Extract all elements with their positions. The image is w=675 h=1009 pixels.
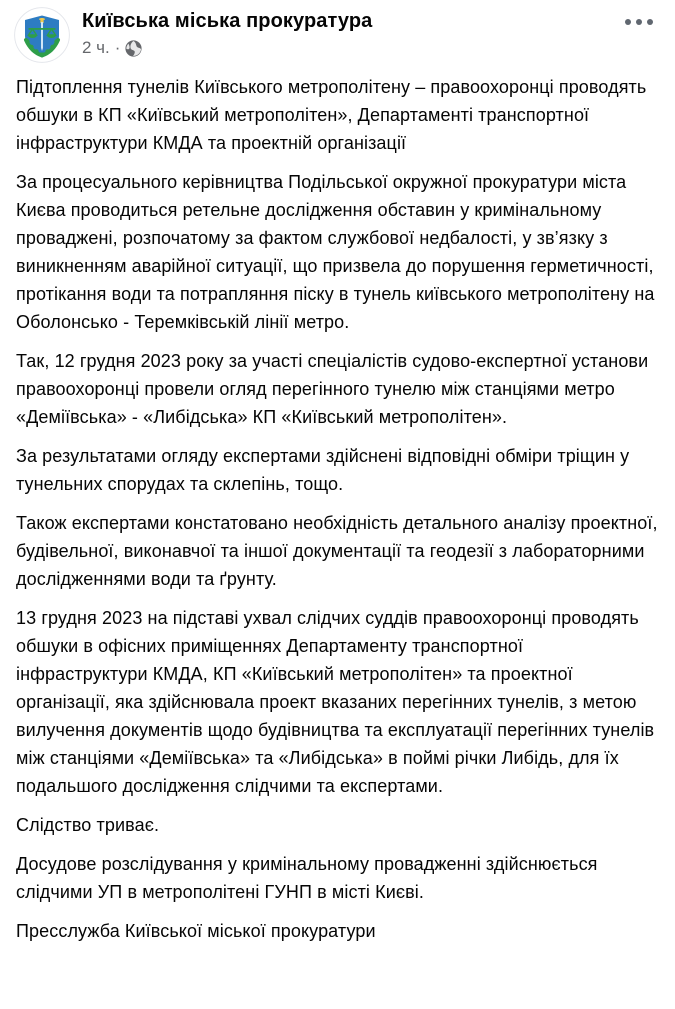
post-paragraph: 13 грудня 2023 на підставі ухвал слідчих суддів правоохоронці проводять обшуки в офісних приміщеннях Департаменту транспортної інфраструктури КМДА, КП «Київський метрополітен» та проектної організації, яка здійснювала проект вказаних перегінних тунелів, з метою вилучення документів щодо будівництва та експлуатації перегінних тунелів між станціями «Деміївська» та «Либідська» в поймі річки Либідь, для їх подальшого дослідження слідчими та експертами. [16,608,655,796]
post-paragraph: Досудове розслідування у кримінальному провадженні здійснюється слідчими УП в метрополітені ГУНП в місті Києві. [16,854,598,902]
page-name-link[interactable]: Київська міська прокуратура [82,10,373,32]
post-paragraph: Так, 12 грудня 2023 року за участі спеціалістів судово-експертної установи правоохоронці провели огляд перегінного тунелю між станціями метро «Деміївська» - «Либідська» КП «Київський метрополітен». [16,351,649,427]
three-dots-icon [625,19,631,25]
post-options-button[interactable] [619,7,659,37]
globe-icon [125,40,142,57]
meta-separator: · [114,38,121,57]
post-paragraph: За результатами огляду експертами здійснені відповідні обміри тріщин у тунельних спорудах та склепінь, тощо. [16,446,630,494]
post-paragraph: Підтоплення тунелів Київського метрополітену – правоохоронці проводять обшуки в КП «Київський метрополітен», Департаменті транспортної інфраструктури КМДА та проектній організації [16,77,647,153]
post-header [0,0,675,65]
header-info [82,7,619,58]
post-paragraph: Також експертами констатовано необхідність детального аналізу проектної, будівельної, виконавчої та іншої документації та геодезії з лабораторними дослідженнями води та ґрунту. [16,513,658,589]
timestamp-link[interactable]: 2 ч. [82,38,110,57]
three-dots-icon [647,19,653,25]
post-body-text [0,65,675,959]
post-paragraph: Пресслужба Київської міської прокуратури [16,921,376,941]
post-paragraph: За процесуального керівництва Подільської окружної прокуратури міста Києва проводиться ретельне дослідження обставин у кримінальному проваджені, розпочатому за фактом службової недбалості, у зв’язку з виникненням аварійної ситуації, що призвела до порушення герметичності, протікання води та потрапляння піску в тунель київського метрополітену на Оболонсько - Теремківській лінії метро. [16,172,655,332]
page-avatar[interactable] [14,7,70,63]
post-meta [82,38,619,58]
post-paragraph: Слідство триває. [16,815,160,835]
three-dots-icon [636,19,642,25]
prosecutor-emblem-icon [25,16,59,56]
